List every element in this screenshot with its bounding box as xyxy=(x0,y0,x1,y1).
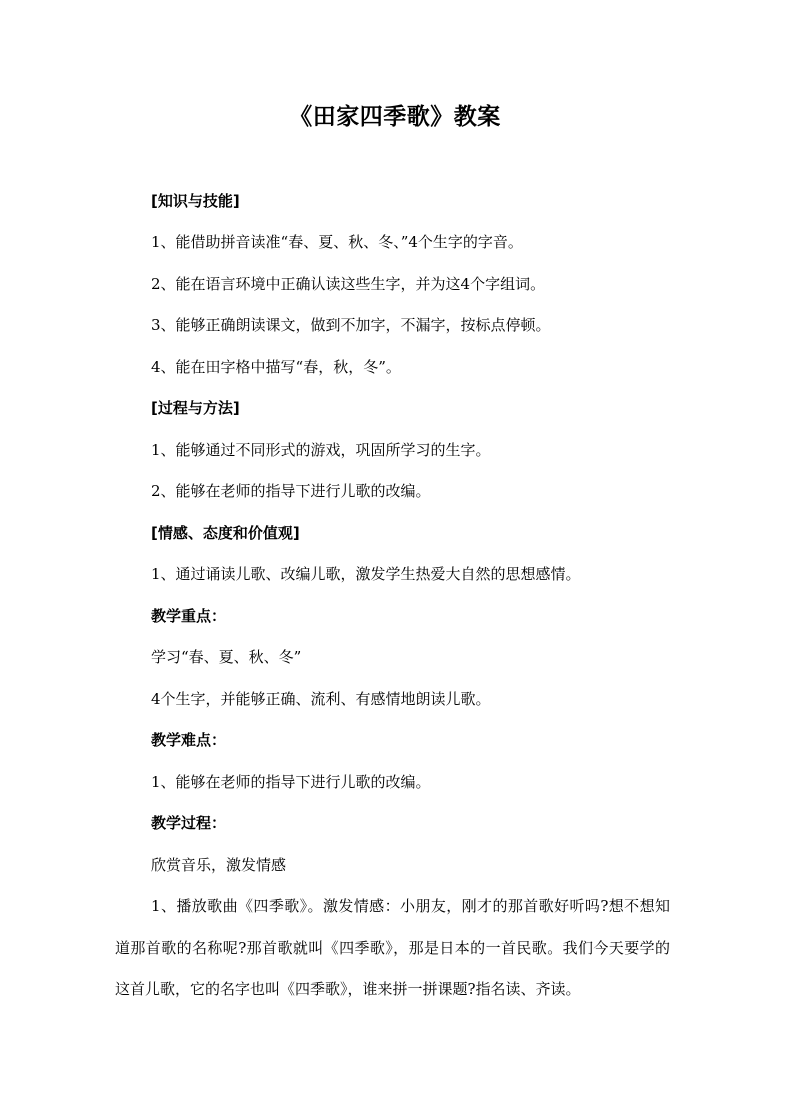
difficulty-heading: 教学难点： xyxy=(151,731,227,749)
section-heading-emotion: [情感、态度和价值观] xyxy=(151,524,300,542)
page-title: 《田家四季歌》教案 xyxy=(289,104,501,130)
step-paragraph: 1、播放歌曲《四季歌》。激发情感：小朋友，刚才的那首歌好听吗?想不想知道那首歌的名称呢?那首歌就叫《四季歌》，那是日本的一首民歌。我们今天要学的这首儿歌，它的名字也叫《四季歌》，谁来拼一拼课题?指名读、齐读。 xyxy=(115,897,670,998)
objective-item: 1、能借助拼音读准“春、夏、秋、冬、”4个生字的字音。 xyxy=(151,233,523,251)
objective-item: 2、能在语言环境中正确认读这些生字，并为这4个字组词。 xyxy=(151,275,546,293)
key-point-text: 4个生字，并能够正确、流利、有感情地朗读儿歌。 xyxy=(151,690,491,708)
section-heading-knowledge: [知识与技能] xyxy=(151,192,240,210)
objective-item: 1、通过诵读儿歌、改编儿歌，激发学生热爱大自然的思想感情。 xyxy=(151,565,581,583)
objective-item: 3、能够正确朗读课文，做到不加字，不漏字，按标点停顿。 xyxy=(151,316,551,334)
key-points-heading: 教学重点： xyxy=(151,607,227,625)
objective-item: 1、能够通过不同形式的游戏，巩固所学习的生字。 xyxy=(151,441,491,459)
difficulty-text: 1、能够在老师的指导下进行儿歌的改编。 xyxy=(151,773,431,791)
objective-item: 4、能在田字格中描写“春，秋，冬”。 xyxy=(151,358,401,376)
step-heading: 欣赏音乐，激发情感 xyxy=(151,856,287,874)
teaching-process-heading: 教学过程： xyxy=(151,814,227,832)
objective-item: 2、能够在老师的指导下进行儿歌的改编。 xyxy=(151,482,431,500)
section-heading-process: [过程与方法] xyxy=(151,399,240,417)
key-point-text: 学习“春、夏、秋、冬” xyxy=(151,648,302,666)
